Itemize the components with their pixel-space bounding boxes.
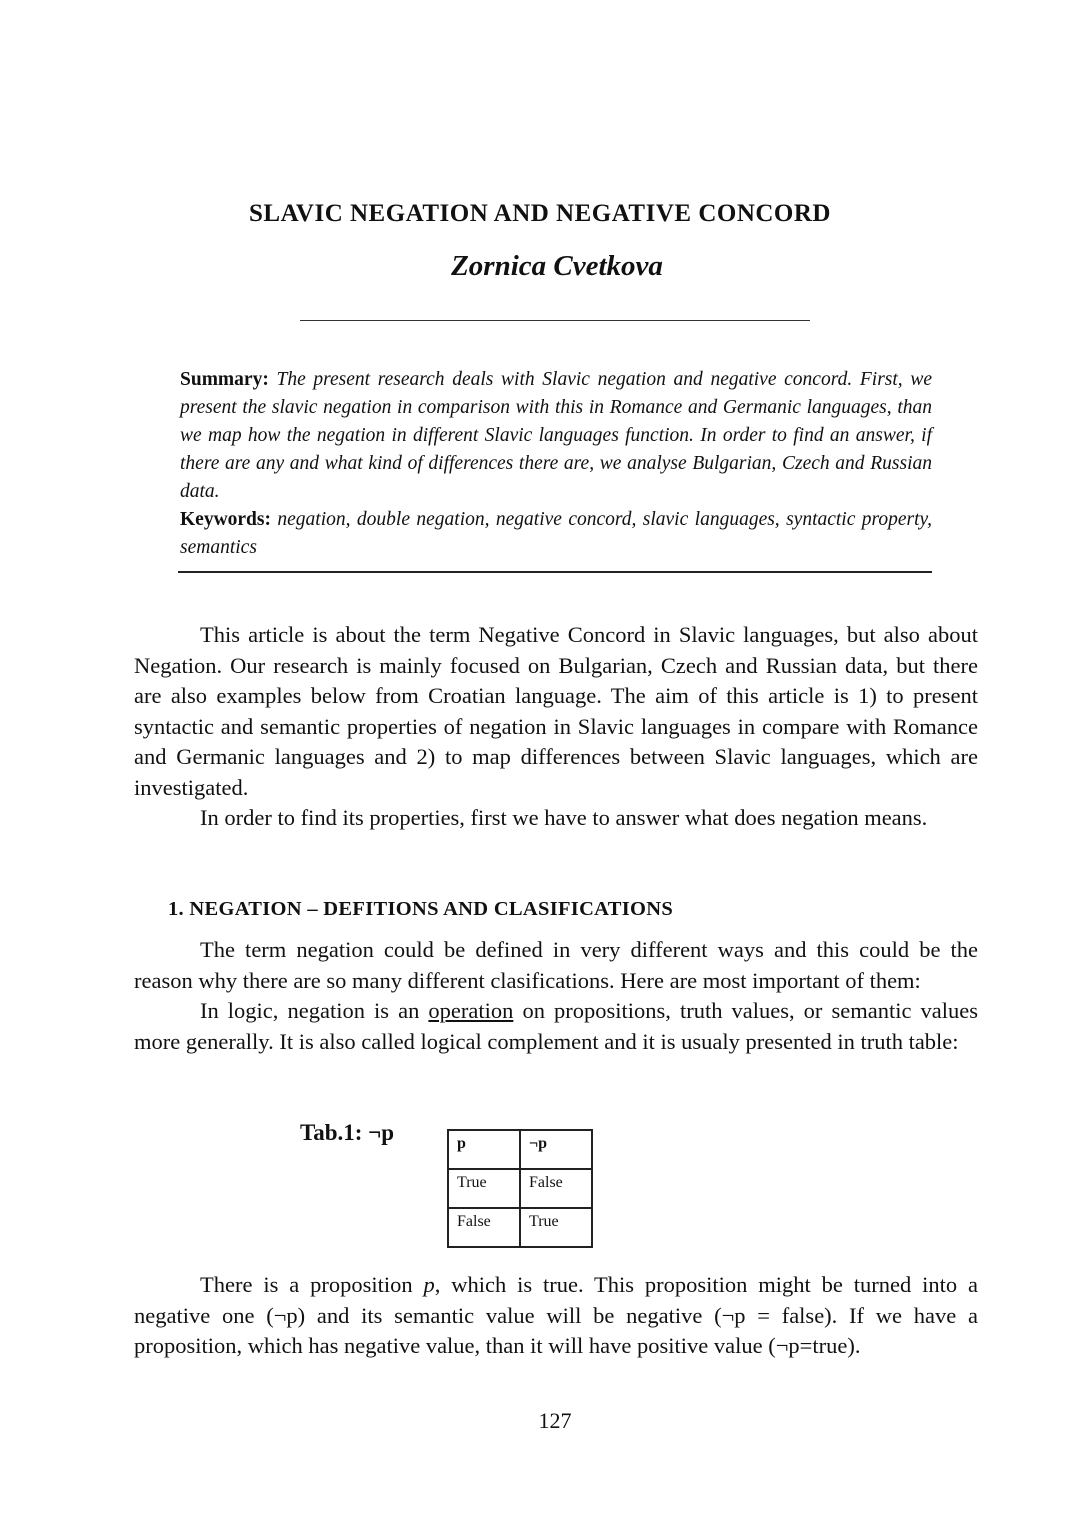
after-table-section	[134, 1270, 978, 1362]
section-heading: 1. NEGATION – DEFITIONS AND CLASIFICATIONS	[168, 898, 674, 920]
summary-paragraph	[180, 366, 932, 506]
section1-paragraph-1: The term negation could be defined in very different ways and this could be the reason why there are so many different clasifications. Here are most important of them:	[134, 937, 978, 993]
section1-paragraph-2	[134, 996, 978, 1057]
after-table-paragraph	[134, 1270, 978, 1362]
text-after-p: , which is true. This proposition might be turned into a negative one (¬p) and its semantic value will be negative (¬p = false). If we have a proposition, which has negative value, than it will have positive value (¬p=true).	[134, 1272, 978, 1358]
table-cell: True	[520, 1208, 592, 1247]
table-cell: True	[448, 1169, 520, 1208]
table-header-cell: ¬p	[520, 1130, 592, 1169]
keywords-text: negation, double negation, negative concord, slavic languages, syntactic property, semantics	[180, 509, 933, 558]
summary-label: Summary:	[180, 369, 269, 390]
keywords-label: Keywords:	[180, 509, 271, 530]
keywords-paragraph	[180, 506, 932, 562]
section1-body	[134, 935, 978, 1057]
p2-text-after: on propositions, truth values, or semantic values more generally. It is also called logical complement and it is usualy presented in truth table:	[134, 998, 978, 1054]
table-caption: Tab.1: ¬p	[300, 1120, 395, 1145]
intro-paragraph-1: This article is about the term Negative Concord in Slavic languages, but also about Negation. Our research is mainly focused on Bulgarian, Czech and Russian data, but there are also examples below from Croatian language. The aim of this article is 1) to present syntactic and semantic properties of negation in Slavic languages in compare with Romance and Germanic languages and 2) to map differences between Slavic languages, which are investigated.	[134, 622, 978, 800]
proposition-p: p	[423, 1272, 435, 1297]
abstract-divider	[178, 571, 932, 573]
table-cell: False	[520, 1169, 592, 1208]
table-row	[448, 1169, 592, 1208]
table-row	[448, 1208, 592, 1247]
table-header-row	[448, 1130, 592, 1169]
p2-text-before: In logic, negation is an	[200, 998, 429, 1023]
intro-section	[134, 620, 978, 834]
intro-paragraph-2: In order to find its properties, first we have to answer what does negation means.	[200, 805, 928, 830]
title-divider	[300, 320, 810, 321]
operation-link[interactable]: operation	[428, 998, 514, 1023]
page-number: 127	[538, 1408, 572, 1433]
table-cell: False	[448, 1208, 520, 1247]
text-before-p: There is a proposition	[200, 1272, 424, 1297]
truth-table	[447, 1129, 593, 1248]
abstract	[180, 366, 932, 562]
article-title: SLAVIC NEGATION AND NEGATIVE CONCORD	[249, 200, 831, 227]
author-name: Zornica Cvetkova	[451, 250, 663, 282]
table-header-cell: p	[448, 1130, 520, 1169]
summary-text: The present research deals with Slavic negation and negative concord. First, we present the slavic negation in comparison with this in Romance and Germanic languages, than we map how the negation in different Slavic languages function. In order to find an answer, if there are any and what kind of differences there are, we analyse Bulgarian, Czech and Russian data.	[180, 369, 932, 502]
